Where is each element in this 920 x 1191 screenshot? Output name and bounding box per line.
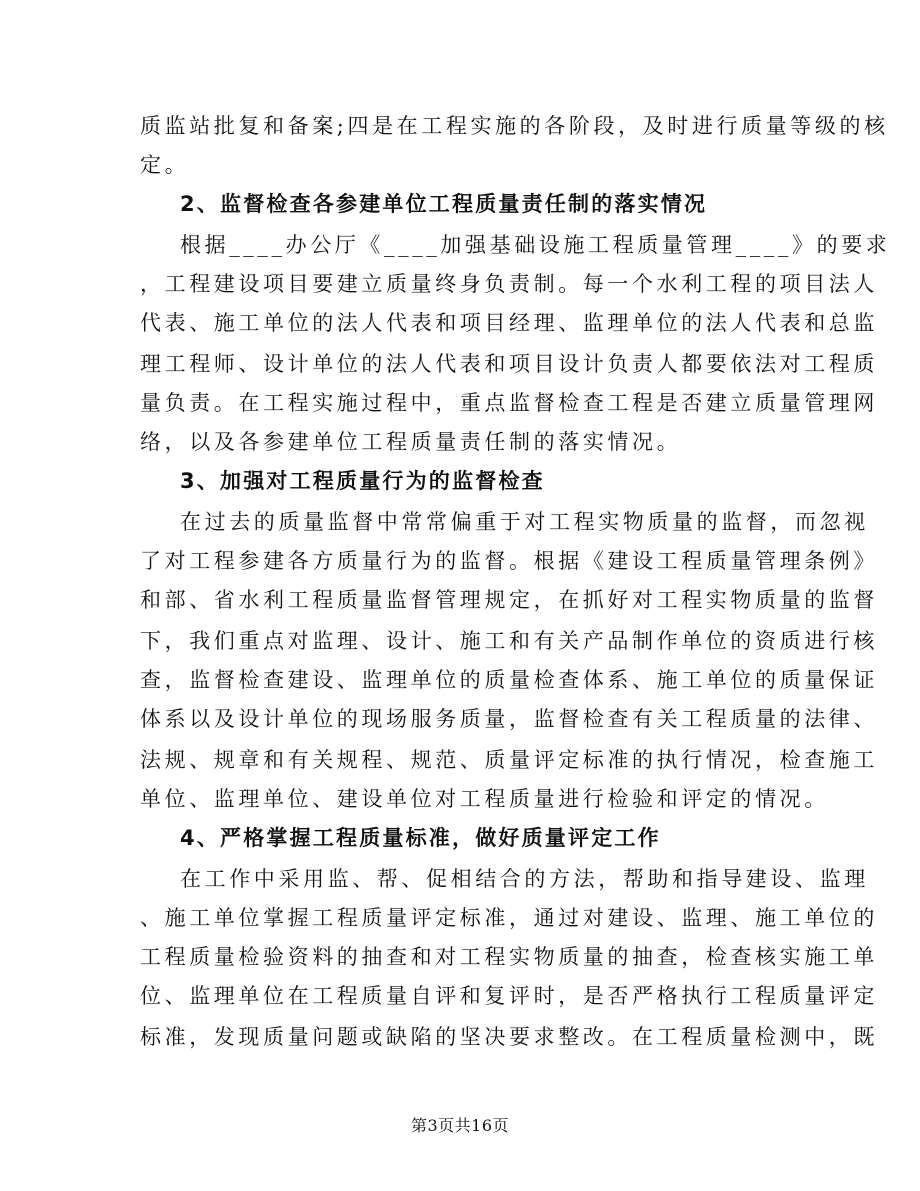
body-text-line: 工程质量检验资料的抽查和对工程实物质量的抽查，检查核实施工单 xyxy=(140,945,878,969)
body-text-line: 查，监督检查建设、监理单位的质量检查体系、施工单位的质量保证 xyxy=(140,668,878,692)
body-text-line: ，工程建设项目要建立质量终身负责制。每一个水利工程的项目法人 xyxy=(140,272,878,296)
paragraph-start-line: 在工作中采用监、帮、促相结合的方法，帮助和指导建设、监理 xyxy=(180,867,869,891)
section-heading-4: 4、严格掌握工程质量标准，做好质量评定工作 xyxy=(180,826,661,850)
body-text-line: 法规、规章和有关规程、规范、质量评定标准的执行情况，检查施工 xyxy=(140,748,878,772)
body-text-line: 和部、省水利工程质量监督管理规定，在抓好对工程实物质量的监督 xyxy=(140,588,878,612)
body-text-line: 、施工单位掌握工程质量评定标准，通过对建设、监理、施工单位的 xyxy=(140,906,878,930)
page-number-footer: 第3页共16页 xyxy=(410,1116,510,1135)
body-text-line: 下，我们重点对监理、设计、施工和有关产品制作单位的资质进行核 xyxy=(140,629,878,653)
body-text-line: 代表、施工单位的法人代表和项目经理、监理单位的法人代表和总监 xyxy=(140,311,878,335)
body-text-line: 了对工程参建各方质量行为的监督。根据《建设工程质量管理条例》 xyxy=(140,549,878,573)
paragraph-start-line: 在过去的质量监督中常常偏重于对工程实物质量的监督，而忽视 xyxy=(180,510,869,534)
body-text-line: 质监站批复和备案;四是在工程实施的各阶段，及时进行质量等级的核 xyxy=(140,114,889,138)
body-text-line: 量负责。在工程实施过程中，重点监督检查工程是否建立质量管理网 xyxy=(140,391,878,415)
paragraph-start-line: 根据____办公厅《____加强基础设施工程质量管理____》的要求 xyxy=(180,233,891,257)
section-heading-3: 3、加强对工程质量行为的监督检查 xyxy=(180,469,545,493)
body-text-line: 单位、监理单位、建设单位对工程质量进行检验和评定的情况。 xyxy=(140,787,829,811)
body-text-line: 位、监理单位在工程质量自评和复评时，是否严格执行工程质量评定 xyxy=(140,984,878,1008)
body-text-line: 定。 xyxy=(140,153,190,177)
section-heading-2: 2、监督检查各参建单位工程质量责任制的落实情况 xyxy=(180,192,708,216)
body-text-line: 理工程师、设计单位的法人代表和项目设计负责人都要依法对工程质 xyxy=(140,352,878,376)
body-text-line: 标准，发现质量问题或缺陷的坚决要求整改。在工程质量检测中，既 xyxy=(140,1025,878,1049)
body-text-line: 络，以及各参建单位工程质量责任制的落实情况。 xyxy=(140,430,682,454)
body-text-line: 体系以及设计单位的现场服务质量，监督检查有关工程质量的法律、 xyxy=(140,707,878,731)
